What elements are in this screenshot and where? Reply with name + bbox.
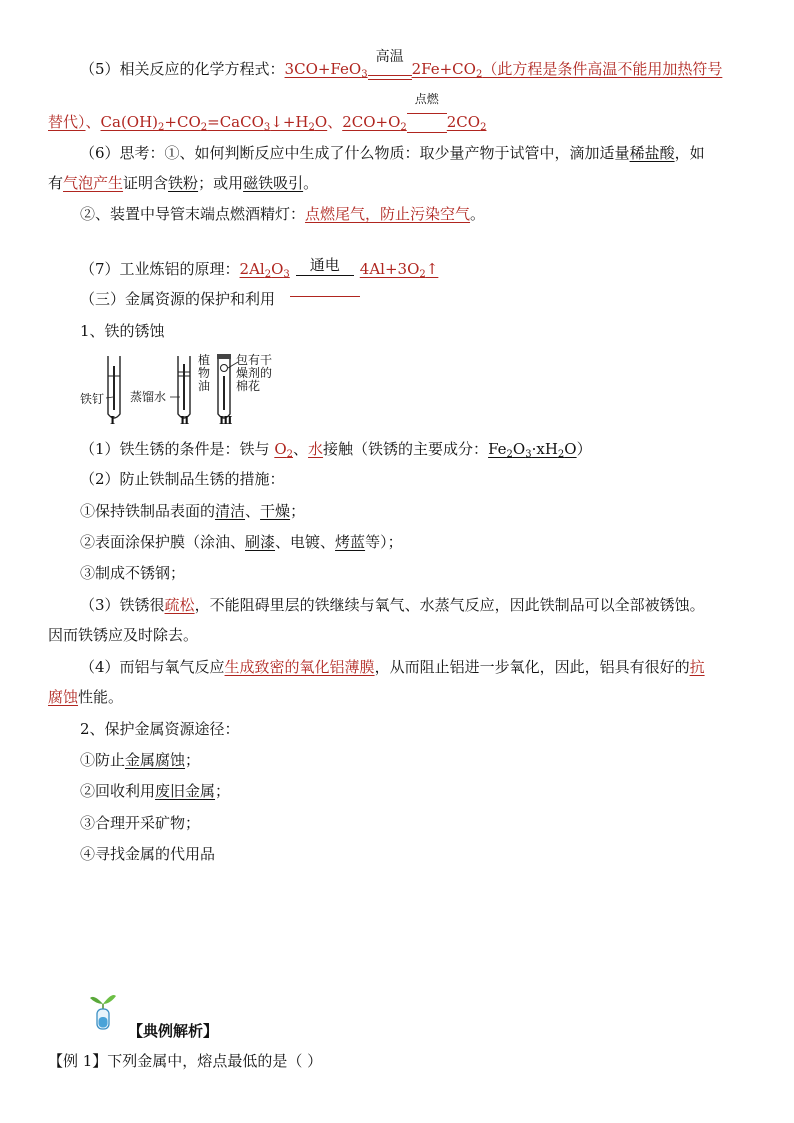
answer-scrap-metal: 废旧金属 — [155, 782, 216, 800]
example-header: 【典例解析】 — [128, 1022, 219, 1040]
eq3-condition: 点燃 — [407, 102, 447, 133]
answer-tail-gas: 点燃尾气，防止污染空气 — [305, 205, 471, 223]
rust-formula: $Fe_2O_3\cdot xH_2O$ — [488, 440, 577, 460]
example-1-question: 【例 1】下列金属中，熔点最低的是（ ） — [48, 1052, 323, 1070]
eq3: $2CO+O_2$ — [342, 113, 407, 133]
rust1-line: （1）铁生锈的条件是：铁与 $O_2$、水接触（铁锈的主要成分：$Fe_2O_3\cdot xH_2O$） — [80, 440, 592, 460]
label-nail: 铁钉 — [80, 392, 105, 406]
answer-bubble: 气泡产生 — [63, 174, 124, 192]
rust3-line1: （3）铁锈很疏松，不能阻碍里层的铁继续与氧气、水蒸气反应，因此铁制品可以全部被锈蚀。 — [80, 596, 705, 614]
protect-1: ①防止金属腐蚀； — [80, 751, 201, 769]
answer-corrosion: 金属腐蚀 — [125, 751, 186, 769]
answer-magnet: 磁铁吸引 — [243, 174, 304, 192]
measure-1: ①保持铁制品表面的清洁、干燥； — [80, 502, 306, 520]
eq1-condition: 高温 — [368, 64, 412, 80]
answer-o2: $O_2$ — [274, 440, 294, 460]
q6-line1: （6）思考：①、如何判断反应中生成了什么物质：取少量产物于试管中，滴加适量稀盐酸，如 — [80, 144, 705, 162]
q5-line1 — [80, 49, 754, 80]
rust4-line1: （4）而铝与氧气反应生成致密的氧化铝薄膜，从而阻止铝进一步氧化，因此，铝具有很好的抗 — [80, 658, 705, 676]
eq1-note: （此方程是条件高温不能用加热符号 — [482, 60, 723, 78]
protect-2: ②回收利用废旧金属； — [80, 782, 231, 800]
answer-clean: 清洁 — [215, 502, 246, 520]
label-water: 蒸馏水 — [130, 390, 167, 404]
rust-experiment-figure — [80, 352, 280, 430]
eq-al-left: $2Al_2O_3$ — [239, 260, 290, 280]
eq-al-right: $4Al+3O_2↑$ — [359, 260, 439, 280]
label-tube-2: Ⅱ — [180, 414, 190, 427]
answer-anticorrosion: 腐蚀 — [48, 688, 79, 706]
measure-3: ③制成不锈钢； — [80, 564, 186, 582]
q5-line2: 替代）、$Ca(OH)_2+CO_2=CaCO_3↓+H_2O$、$2CO+O_2$ 点燃 $2CO_2$ — [48, 92, 487, 133]
rust-title: 1、铁的锈蚀 — [80, 322, 165, 340]
protect-3: ③合理开采矿物； — [80, 814, 201, 832]
q6-line3: ②、装置中导管末端点燃酒精灯：点燃尾气，防止污染空气。 — [80, 205, 486, 223]
section3-title: （三）金属资源的保护和利用 — [80, 290, 276, 308]
answer-iron: 铁粉 — [168, 174, 199, 192]
eq3-product: $2CO_2$ — [446, 113, 487, 133]
answer-dry: 干燥 — [260, 502, 291, 520]
sprout-icon — [88, 990, 118, 1030]
answer-water: 水 — [308, 440, 324, 458]
eq1: 3CO+FeO$_3$ — [284, 60, 368, 80]
answer-oxide-film: 生成致密的氧化铝薄膜 — [224, 658, 375, 676]
label-oil: 植物油 — [198, 353, 211, 393]
q5-label: （5）相关反应的化学方程式： — [80, 60, 285, 78]
rust4-line2: 腐蚀性能。 — [48, 688, 124, 706]
answer-acid: 稀盐酸 — [629, 144, 675, 162]
rust2-title: （2）防止铁制品生锈的措施： — [80, 470, 285, 488]
label-cotton: 包有干燥剂的棉花 — [236, 353, 273, 393]
eq1-note-end: 替代） — [48, 113, 86, 131]
eq1-product: $2Fe+CO_2$ — [411, 60, 483, 80]
label-tube-3: Ⅲ — [219, 414, 233, 427]
answer-bake: 烤蓝 — [335, 533, 366, 551]
q7-line: （7）工业炼铝的原理：$2Al_2O_3$ 通电 $4Al+3O_2↑$ — [80, 258, 754, 280]
measure-2: ②表面涂保护膜（涂油、刷漆、电镀、烤蓝等）； — [80, 533, 403, 551]
protect-4: ④寻找金属的代用品 — [80, 845, 216, 863]
answer-loose: 疏松 — [164, 596, 195, 614]
label-tube-1: Ⅰ — [110, 414, 116, 427]
protect-title: 2、保护金属资源途径： — [80, 720, 240, 738]
eq2: $Ca(OH)_2+CO_2=CaCO_3↓+H_2O$ — [100, 113, 328, 133]
q6-line2: 有气泡产生证明含铁粉；或用磁铁吸引。 — [48, 174, 319, 192]
answer-paint: 刷漆 — [245, 533, 276, 551]
rust3-line2: 因而铁锈应及时除去。 — [48, 626, 199, 644]
